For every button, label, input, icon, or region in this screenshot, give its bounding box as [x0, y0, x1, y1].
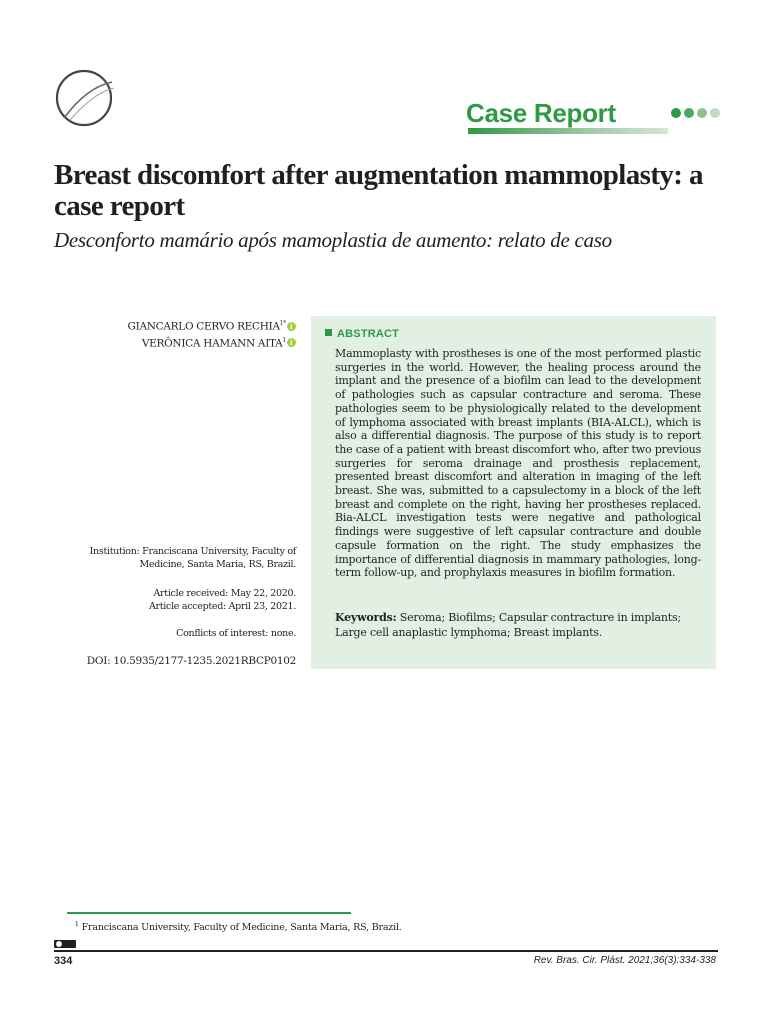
section-label: Case Report — [466, 98, 616, 128]
section-dot — [671, 108, 681, 118]
article-subtitle: Desconforto mamário após mamoplastia de aumento: relato de caso — [54, 228, 612, 252]
footnote-marker: 1 — [75, 921, 79, 928]
footnote — [75, 921, 402, 933]
keywords — [335, 611, 701, 640]
section-dot — [684, 108, 694, 118]
author-name: VERÔNICA HAMANN AITA — [141, 337, 283, 349]
section-dots — [671, 108, 720, 118]
corresponding-marker: * — [283, 320, 286, 327]
doi[interactable]: DOI: 10.5935/2177-1235.2021RBCP0102 — [86, 655, 296, 667]
section-dot — [710, 108, 720, 118]
abstract-heading-label: ABSTRACT — [337, 328, 400, 340]
author — [70, 334, 296, 351]
keywords-list: Seroma; Biofilms; Capsular contracture in implants; Large cell anaplastic lymphoma; Breast implants. — [335, 611, 681, 639]
author — [70, 317, 296, 334]
author-list — [70, 317, 296, 350]
journal-reference: Rev. Bras. Cir. Plást. 2021;36(3):334-338 — [533, 955, 716, 966]
received-date: Article received: May 22, 2020. — [153, 588, 296, 599]
section-underline — [468, 128, 668, 134]
accepted-date: Article accepted: April 23, 2021. — [148, 601, 296, 612]
article-dates — [60, 587, 296, 613]
abstract-heading — [325, 328, 399, 340]
footnote-text: Franciscana University, Faculty of Medicine, Santa Maria, RS, Brazil. — [81, 922, 402, 934]
author-name: GIANCARLO CERVO RECHIA — [127, 320, 280, 333]
journal-logo — [54, 68, 114, 128]
abstract-box — [311, 316, 716, 669]
page-number: 334 — [54, 955, 73, 967]
footer-divider — [54, 950, 718, 952]
section-dot — [697, 108, 707, 118]
footnote-divider — [67, 912, 351, 914]
orcid-icon[interactable] — [287, 322, 296, 331]
keywords-label: Keywords: — [335, 611, 397, 624]
author-affiliation: 1 — [282, 336, 286, 344]
institution: Institution: Franciscana University, Faculty of Medicine, Santa Maria, RS, Brazil. — [89, 546, 296, 570]
abstract-text: Mammoplasty with prostheses is one of the most performed plastic surgeries in the world. However, the healing process around the implant and the presence of a biofilm can lead to the development of pathologies such as capsular contracture and seroma. These pathologies seem to be physiologically related to the development of lymphoma associated with breast implants (BIA-ALCL), which is also a differential diagnosis. The purpose of this study is to report the case of a patient with breast discomfort who, after two previous surgeries for seroma drainage and prosthesis replacement, presented breast discomfort and alteration in imaging of the left breast. She was, submitted to a capsulectomy in a block of the left breast and complete on the right, having her prostheses replaced. Bia-ALCL investigation tests were negative and pathological findings were suggestive of left capsular contracture and double capsule formation on the right. The study emphasizes the importance of differential diagnosis in mammary pathologies, long-term follow-up, and prophylaxis measures in biofilm formation. — [335, 347, 702, 580]
article-title: Breast discomfort after augmentation mammoplasty: a case report — [54, 159, 703, 222]
conflicts-of-interest: Conflicts of interest: none. — [176, 628, 296, 639]
orcid-icon[interactable] — [287, 338, 296, 347]
square-bullet-icon — [325, 329, 332, 336]
creative-commons-icon[interactable] — [54, 940, 76, 948]
author-affiliation: 1 — [279, 320, 284, 327]
